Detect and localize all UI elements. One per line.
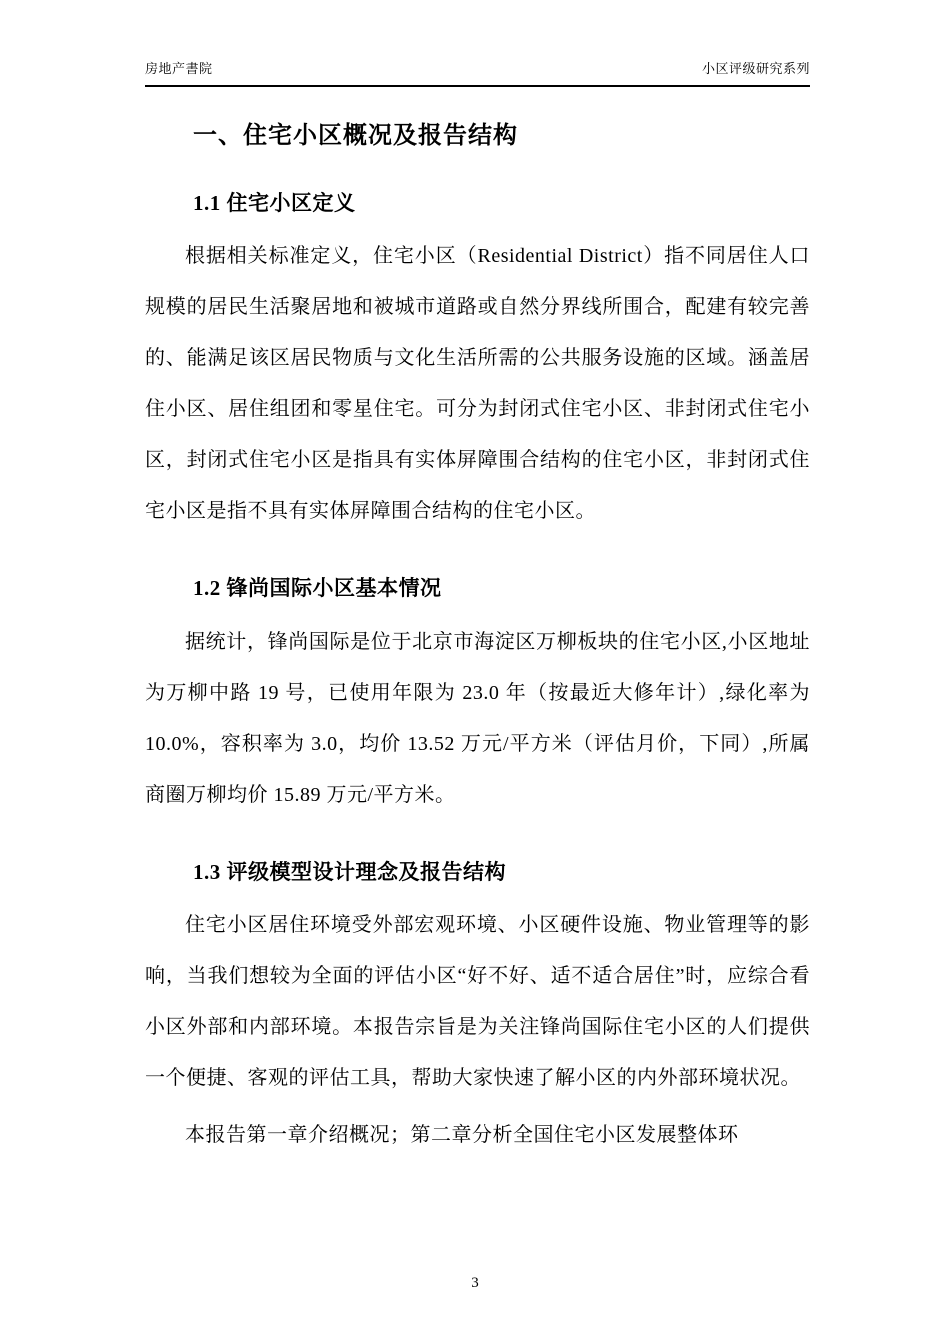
page-footer [0, 1275, 950, 1292]
section-1-1-title: 1.1 住宅小区定义 [193, 191, 356, 216]
section-1-2-paragraph: 据统计，锋尚国际是位于北京市海淀区万柳板块的住宅小区,小区地址为万柳中路 19 号，已使用年限为 23.0 年（按最近大修年计）,绿化率为 10.0%，容积率为 3.0，均价 13.52 万元/平方米（评估月价，下同）,所属商圈万柳均价 15.89 万元/平方米。 [145, 630, 810, 806]
chapter-title: 一、住宅小区概况及报告结构 [193, 123, 518, 149]
section-1-3 [145, 859, 810, 1161]
section-1-3-paragraph-2: 本报告第一章介绍概况；第二章分析全国住宅小区发展整体环 [185, 1124, 739, 1147]
section-1-3-title: 1.3 评级模型设计理念及报告结构 [193, 859, 506, 884]
section-1-1-paragraph: 根据相关标准定义，住宅小区（Residential District）指不同居住人口规模的居民生活聚居地和被城市道路或自然分界线所围合，配建有较完善的、能满足该区居民物质与文化生活所需的公共服务设施的区域。涵盖居住小区、居住组团和零星住宅。可分为封闭式住宅小区、非封闭式住宅小区，封闭式住宅小区是指具有实体屏障围合结构的住宅小区，非封闭式住宅小区是指不具有实体屏障围合结构的住宅小区。 [145, 245, 810, 523]
section-1-2-title: 1.2 锋尚国际小区基本情况 [193, 576, 442, 601]
header-divider [145, 85, 810, 87]
header-left-text: 房地产書院 [145, 61, 213, 76]
section-1-1 [145, 190, 810, 537]
page-number: 3 [471, 1275, 479, 1291]
page-header [145, 58, 810, 85]
header-right-text: 小区评级研究系列 [701, 61, 810, 76]
section-1-3-paragraph-1: 住宅小区居住环境受外部宏观环境、小区硬件设施、物业管理等的影响，当我们想较为全面的评估小区“好不好、适不适合居住”时，应综合看小区外部和内部环境。本报告宗旨是为关注锋尚国际住宅小区的人们提供一个便捷、客观的评估工具，帮助大家快速了解小区的内外部环境状况。 [145, 914, 810, 1090]
section-1-2 [145, 575, 810, 820]
document-content [145, 121, 810, 1161]
